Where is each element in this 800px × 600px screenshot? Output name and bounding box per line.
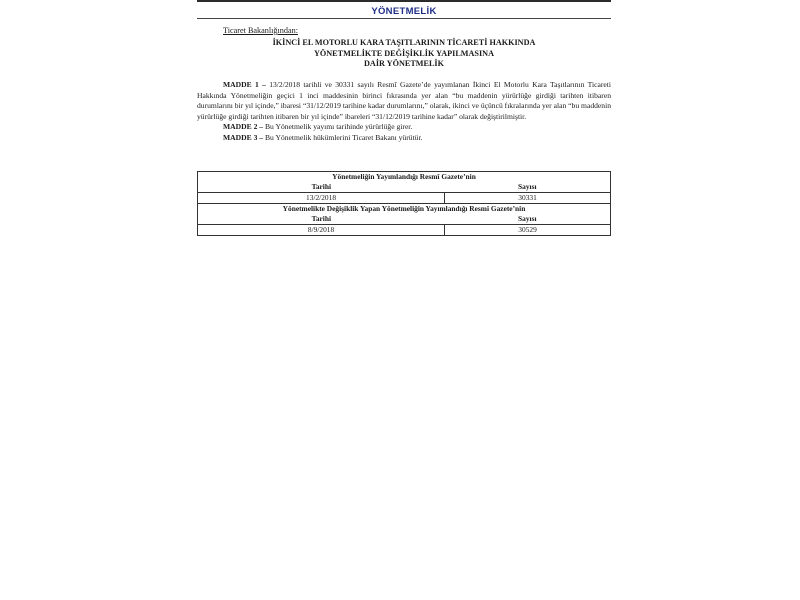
article-1-label: MADDE 1 – (223, 80, 266, 89)
article-2 (197, 122, 611, 133)
official-gazette-table (197, 171, 611, 236)
table-row-1-date: 13/2/2018 (198, 193, 445, 204)
article-1 (197, 80, 611, 122)
table-row-1-number: 30331 (445, 193, 611, 204)
table-col-date-1: Tarihi (198, 182, 445, 193)
title-line-3: DAİR YÖNETMELİK (364, 59, 444, 68)
article-3-text: Bu Yönetmelik hükümlerini Ticaret Bakanı yürütür. (263, 132, 423, 142)
document-page (197, 0, 611, 600)
article-1-text: 13/2/2018 tarihli ve 30331 sayılı Resmî Gazete’de yayımlanan İkinci El Motorlu Kara Taşıtlarının Ticareti Hakkında Yönetmeliğin geçici 1 inci maddesinin birinci fıkrasında yer alan “bu maddenin yürürlüğe girdiği tarihten itibaren durumlarını bir yıl içinde,” ibaresi “31/12/2019 tarihine kadar durumlarını,” olarak, ikinci ve üçüncü fıkralarında yer alan “bu maddenin yürürlüğe girdiği tarihten itibaren bir yıl içinde” ibareleri “31/12/2019 tarihine kadar” olarak değiştirilmiştir. (197, 80, 612, 121)
article-3-label: MADDE 3 – (223, 132, 264, 142)
table-col-date-2: Tarihi (198, 214, 445, 225)
regulation-body (197, 80, 611, 144)
article-2-text: Bu Yönetmelik yayımı tarihinde yürürlüğe girer. (263, 122, 413, 132)
table-col-number-1: Sayısı (445, 182, 611, 193)
top-rule (197, 0, 611, 2)
title-line-2: YÖNETMELİKTE DEĞİŞİKLİK YAPILMASINA (313, 48, 494, 58)
section-banner: YÖNETMELİK (371, 6, 437, 17)
table-row-2-date: 8/9/2018 (198, 225, 445, 236)
table-section-1-title: Yönetmeliğin Yayımlandığı Resmî Gazete’nin (198, 172, 611, 183)
issuing-ministry: Ticaret Bakanlığından: (223, 26, 298, 35)
banner-rule (197, 18, 611, 19)
regulation-title (197, 38, 611, 70)
table-row-2-number: 30529 (445, 225, 611, 236)
article-3 (197, 133, 611, 144)
table-col-number-2: Sayısı (445, 214, 611, 225)
title-line-1: İKİNCİ EL MOTORLU KARA TAŞITLARININ TİCARETİ HAKKINDA (272, 38, 536, 47)
article-2-label: MADDE 2 – (223, 122, 264, 132)
table-section-2-title: Yönetmelikte Değişiklik Yapan Yönetmeliğin Yayımlandığı Resmî Gazete’nin (198, 204, 611, 215)
